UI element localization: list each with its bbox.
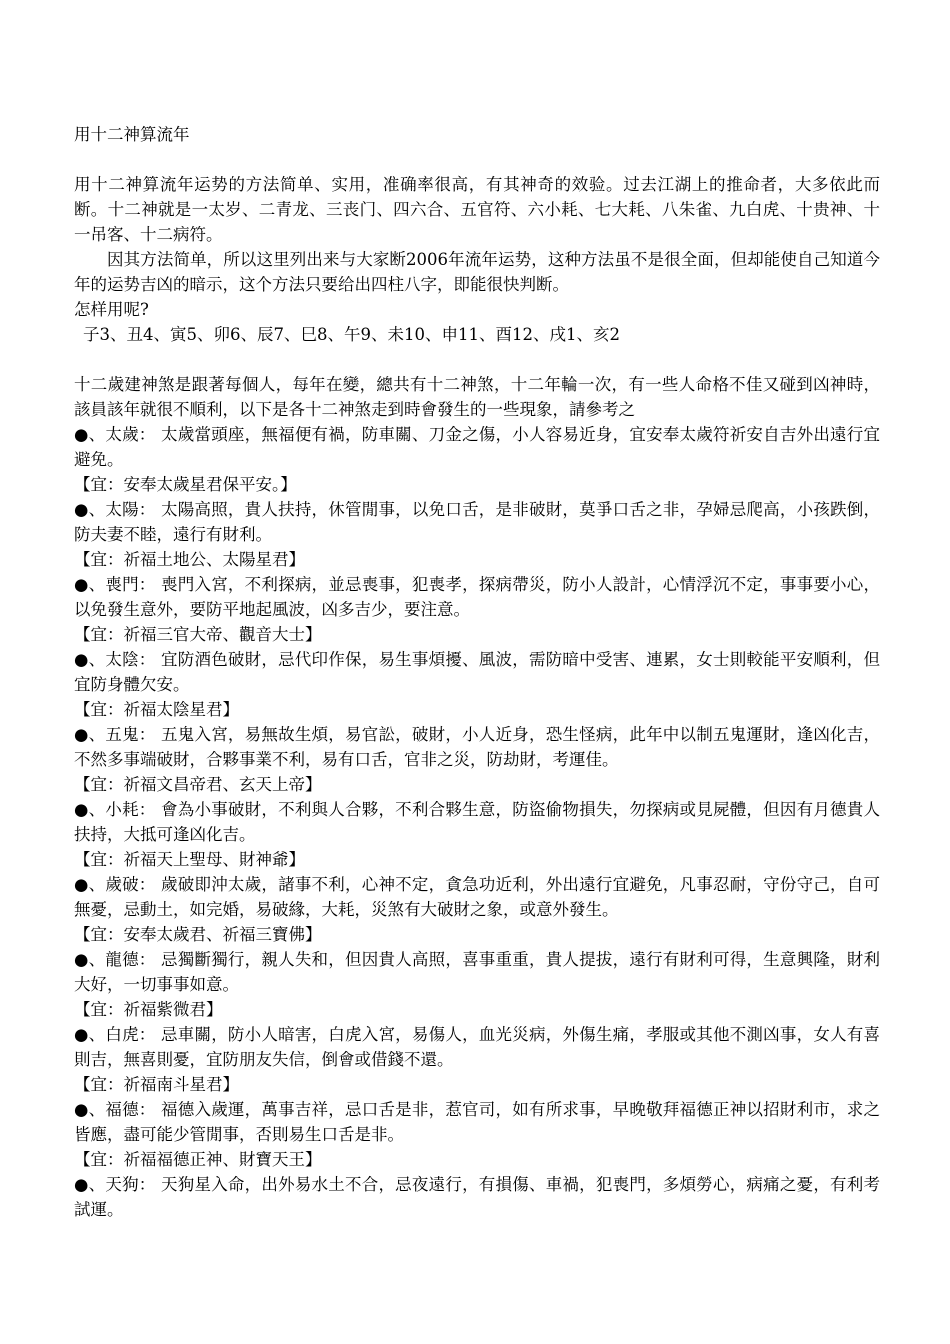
method-paragraph: 因其方法简单，所以这里列出来与大家断2006年流年运势，这种方法虽不是很全面，但却能使自己知道今年的运势吉凶的暗示，这个方法只要给出四柱八字，即能很快判断。 (74, 250, 880, 294)
spirit-entry (74, 422, 880, 472)
bullet-icon: ● (74, 500, 89, 519)
spirit-entry (74, 497, 880, 547)
bullet-icon: ● (74, 575, 89, 594)
spirit-name: 、太陽： (88, 500, 156, 519)
spirit-entry (74, 797, 880, 847)
spirit-entry (74, 1172, 880, 1222)
bullet-icon: ● (74, 875, 89, 894)
section-intro-paragraph: 十二歲建神煞是跟著每個人，每年在變，總共有十二神煞，十二年輪一次，有一些人命格不佳又碰到凶神時，該員該年就很不順利，以下是各十二神煞走到時會發生的一些現象，請參考之 (74, 375, 880, 419)
bullet-icon: ● (74, 1100, 89, 1119)
spirit-name: 、白虎： (88, 1025, 156, 1044)
spirit-name: 、天狗： (88, 1175, 156, 1194)
advice-line: 【宜：祈福天上聖母、財神爺】 (74, 850, 305, 869)
spirit-entry (74, 572, 880, 622)
advice-line: 【宜：祈福三官大帝、觀音大士】 (74, 625, 322, 644)
spirit-description: 太陽高照，貴人扶持，休管閒事，以免口舌，是非破財，莫爭口舌之非，孕婦忌爬高，小孩跌倒，防夫妻不睦，遠行有財利。 (74, 500, 881, 544)
document-page (74, 122, 880, 1222)
advice-line: 【宜：祈福太陰星君】 (74, 700, 239, 719)
bullet-icon: ● (74, 800, 89, 819)
spirit-name: 、歲破： (88, 875, 156, 894)
advice-line: 【宜：祈福福德正神、財寶天王】 (74, 1150, 322, 1169)
spirit-entry (74, 722, 880, 772)
blank-line (74, 347, 880, 372)
advice-line: 【宜：祈福土地公、太陽星君】 (74, 550, 305, 569)
bullet-icon: ● (74, 1025, 89, 1044)
spirit-name: 、小耗： (88, 800, 156, 819)
bullet-icon: ● (74, 425, 89, 444)
bullet-icon: ● (74, 650, 89, 669)
advice-line: 【宜：祈福紫微君】 (74, 1000, 223, 1019)
spirit-description: 歲破即沖太歲，諸事不利，心神不定，貪急功近利，外出遠行宜避免，凡事忍耐，守份守己，自可無憂，忌動土，如完婚，易破緣，大耗，災煞有大破財之象，或意外發生。 (74, 875, 881, 919)
advice-line: 【宜：安奉太歲星君保平安。】 (74, 475, 297, 494)
advice-line: 【宜：祈福南斗星君】 (74, 1075, 239, 1094)
spirit-entries-list (74, 422, 880, 1222)
spirit-description: 太歲當頭座，無福便有禍，防車關、刀金之傷，小人容易近身，宜安奉太歲符祈安自吉外出遠行宜避免。 (74, 425, 881, 469)
spirit-entry (74, 647, 880, 697)
earthly-branch-numbers: 子3、丑4、寅5、卯6、辰7、巳8、午9、未10、申11、酉12、戌1、亥2 (83, 325, 620, 344)
document-title: 用十二神算流年 (74, 125, 190, 144)
advice-line: 【宜：祈福文昌帝君、玄天上帝】 (74, 775, 322, 794)
intro-paragraph: 用十二神算流年运势的方法简单、实用，准确率很高，有其神奇的效验。过去江湖上的推命者，大多依此而断。十二神就是一太岁、二青龙、三丧门、四六合、五官符、六小耗、七大耗、八朱雀、九白虎、十贵神、十一吊客、十二病符。 (74, 175, 880, 244)
spirit-name: 、五鬼： (88, 725, 156, 744)
bullet-icon: ● (74, 725, 89, 744)
bullet-icon: ● (74, 950, 89, 969)
spirit-entry (74, 1097, 880, 1147)
spirit-description: 五鬼入宮，易無故生煩，易官訟，破財，小人近身，恐生怪病，此年中以制五鬼運財，逢凶化吉，不然多事端破財，合夥事業不利，易有口舌，官非之災，防劫財，考運佳。 (74, 725, 881, 769)
spirit-entry (74, 872, 880, 922)
spirit-name: 、喪門： (88, 575, 156, 594)
spirit-entry (74, 1022, 880, 1072)
spirit-name: 、太歲： (88, 425, 156, 444)
spirit-name: 、龍德： (88, 950, 156, 969)
spirit-description: 忌獨斷獨行，親人失和，但因貴人高照，喜事重重，貴人提拔，遠行有財利可得，生意興隆，財利大好，一切事事如意。 (74, 950, 881, 994)
bullet-icon: ● (74, 1175, 89, 1194)
spirit-name: 、福德： (88, 1100, 156, 1119)
spirit-description: 喪門入宮，不利探病，並忌喪事，犯喪孝，探病帶災，防小人設計，心情浮沉不定，事事要小心，以免發生意外，要防平地起風波，凶多吉少，要注意。 (74, 575, 881, 619)
spirit-description: 忌車關，防小人暗害，白虎入宮，易傷人，血光災病，外傷生痛，孝服或其他不測凶事，女人有喜則吉，無喜則憂，宜防朋友失信，倒會或借錢不還。 (74, 1025, 881, 1069)
advice-line: 【宜：安奉太歲君、祈福三寶佛】 (74, 925, 322, 944)
how-to-use-line: 怎样用呢? (74, 300, 149, 319)
spirit-description: 福德入歲運，萬事吉祥，忌口舌是非，惹官司，如有所求事，早晚敬拜福德正神以招財利市，求之皆應，盡可能少管閒事，否則易生口舌是非。 (74, 1100, 881, 1144)
spirit-name: 、太陰： (88, 650, 156, 669)
spirit-description: 宜防酒色破財，忌代印作保，易生事煩擾、風波，需防暗中受害、連累，女士則較能平安順利，但宜防身體欠安。 (74, 650, 881, 694)
spirit-description: 天狗星入命，出外易水土不合，忌夜遠行，有損傷、車禍，犯喪門，多煩勞心，病痛之憂，有利考試運。 (74, 1175, 881, 1219)
spirit-description: 會為小事破財，不利與人合夥，不利合夥生意，防盜偷物損失，勿探病或見屍體，但因有月德貴人扶持，大抵可逢凶化吉。 (74, 800, 881, 844)
spirit-entry (74, 947, 880, 997)
